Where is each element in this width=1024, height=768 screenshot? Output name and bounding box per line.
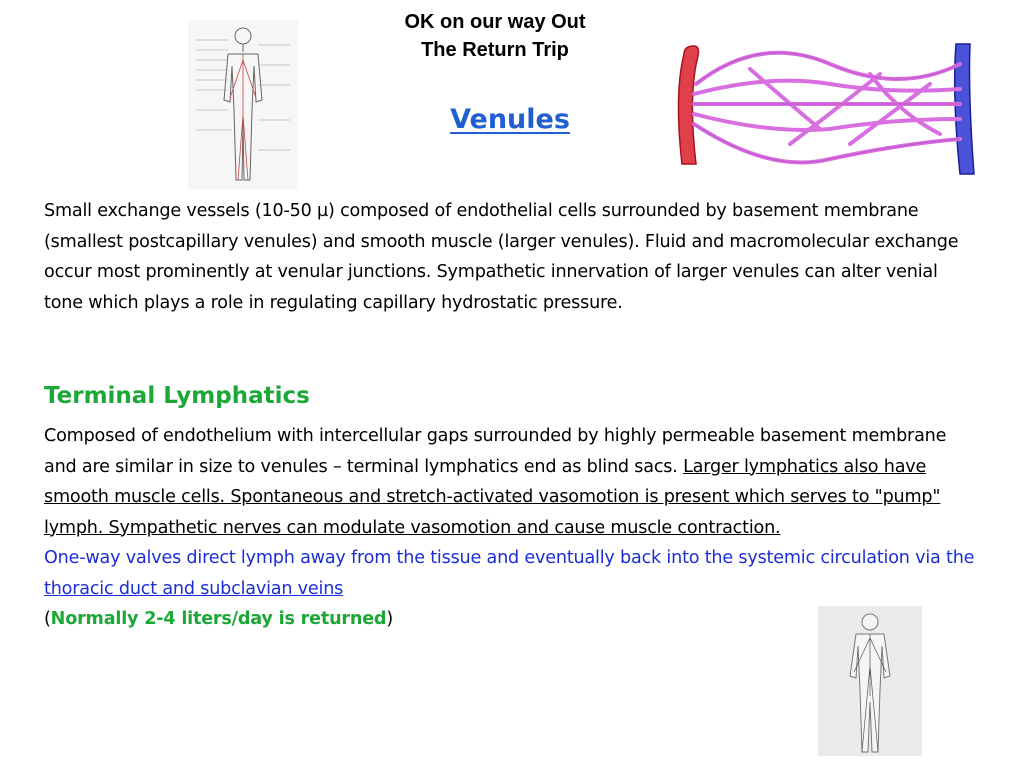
venules-heading[interactable] xyxy=(430,104,590,135)
open-paren: ( xyxy=(44,609,51,629)
lymphatic-system-image xyxy=(818,606,922,756)
lymphatics-paragraph xyxy=(44,421,979,635)
title-line-1: OK on our way Out xyxy=(404,11,586,33)
close-paren: ) xyxy=(386,609,394,629)
terminal-lymphatics-heading: Terminal Lymphatics xyxy=(44,383,310,409)
thoracic-duct-link[interactable]: thoracic duct and subclavian veins xyxy=(44,578,344,599)
lymphatics-text: Composed of endothelium with intercellular gaps surrounded by highly permeable basement membrane and are similar in size to venules – terminal lymphatics end as blind sacs. xyxy=(44,426,947,477)
slide-title xyxy=(340,8,650,64)
lymph-volume-note: Normally 2-4 liters/day is returned xyxy=(50,609,387,629)
lymphatics-underlined-text: Larger lymphatics also have smooth muscle cells. Spontaneous and stretch-activated vasomotion is present which serves to "pump" lymph. Sympathetic nerves can modulate vasomotion and cause muscle contraction. xyxy=(44,456,941,538)
circulatory-system-image xyxy=(188,20,298,190)
venules-paragraph: Small exchange vessels (10-50 µ) composed of endothelial cells surrounded by basement membrane (smallest postcapillary venules) and smooth muscle (larger venules). Fluid and macromolecular exchange occur most prominently at venular junctions. Sympathetic innervation of larger venules can alter venial tone which plays a role in regulating capillary hydrostatic pressure. xyxy=(44,201,959,313)
valves-text: One-way valves direct lymph away from the tissue and eventually back into the systemic circulation via the xyxy=(44,548,975,568)
title-line-2: The Return Trip xyxy=(421,39,569,61)
venules-heading-text[interactable]: Venules xyxy=(450,104,570,135)
capillary-bed-image xyxy=(670,34,990,184)
